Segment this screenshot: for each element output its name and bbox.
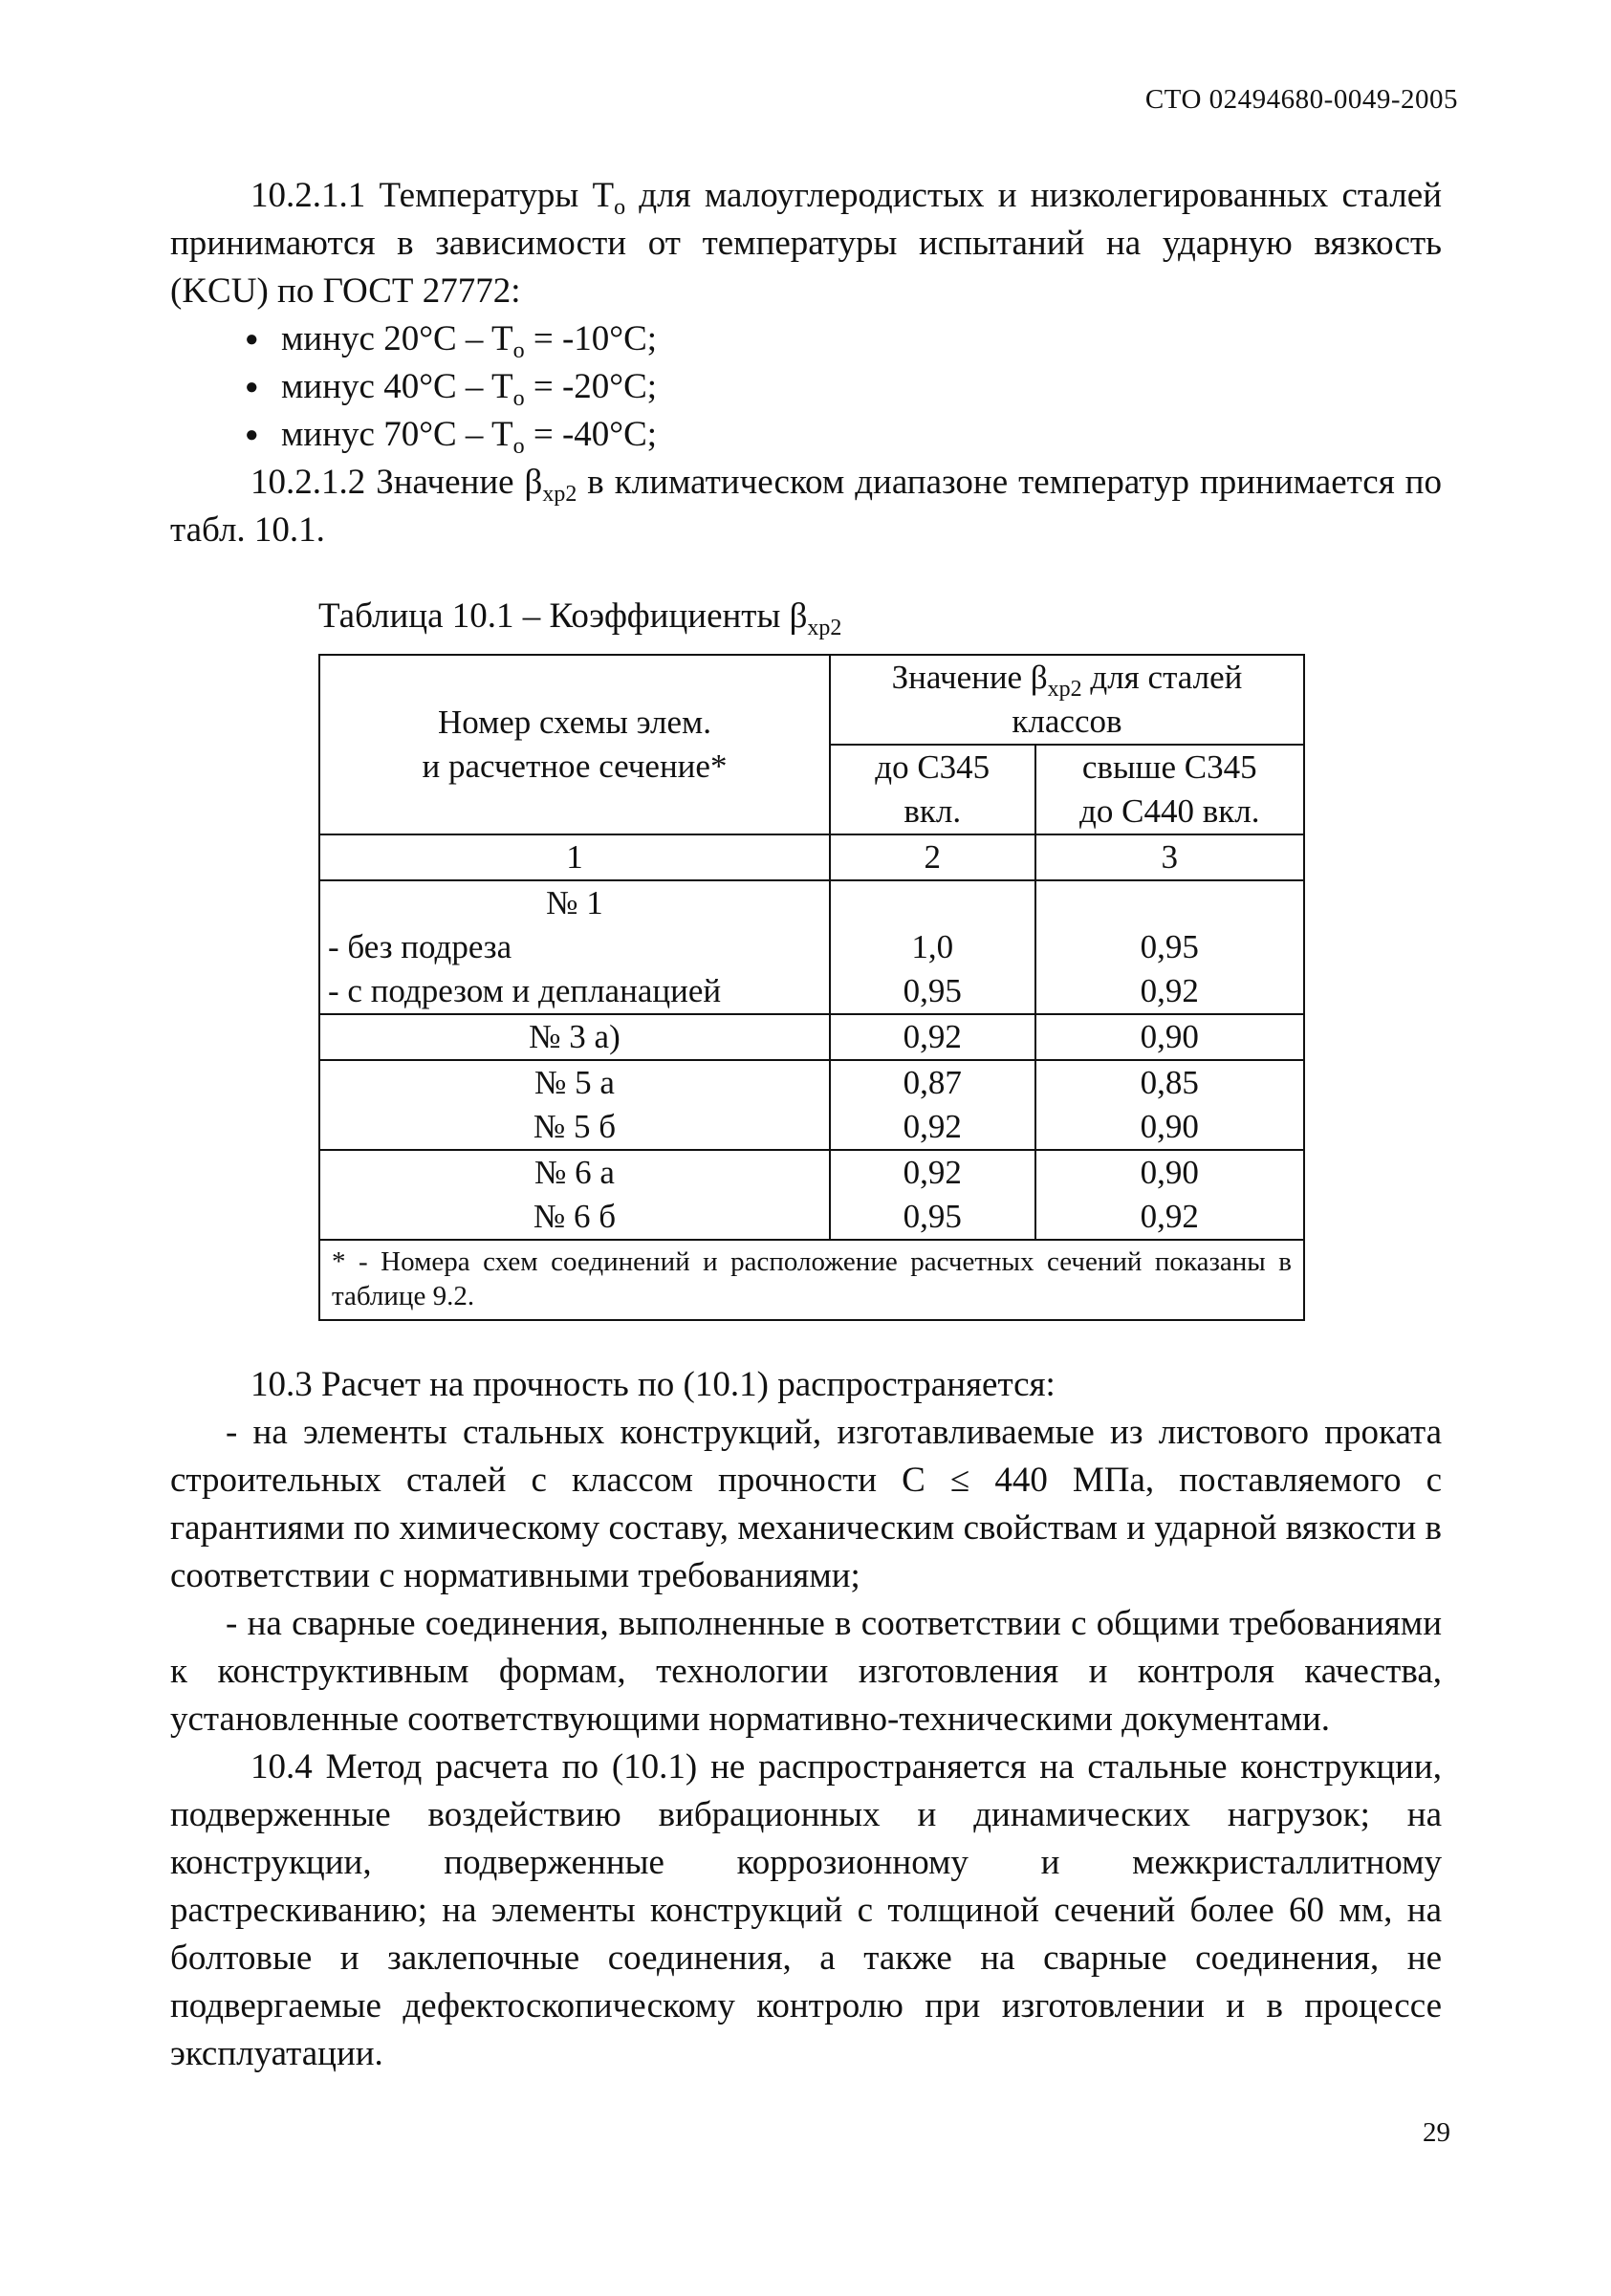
row-value: [830, 880, 1035, 1014]
header-col2-l1: до С345: [875, 748, 991, 786]
cell-value: 0,92: [903, 1108, 962, 1145]
cell-value: 0,90: [1140, 1154, 1199, 1191]
cell-value: 0,95: [903, 972, 962, 1009]
row-sub-label: - с подрезом и депланацией: [328, 972, 722, 1009]
cell-value: 0,92: [830, 1014, 1035, 1060]
paragraph-10-2-1-1: [170, 172, 1442, 315]
list-item: [245, 411, 1442, 459]
table-row: [319, 1150, 1304, 1240]
cell-value: 0,87: [903, 1064, 962, 1101]
row-label: [319, 1150, 830, 1240]
header-scheme: [319, 655, 830, 834]
item-text: минус 70°C – T: [281, 415, 513, 454]
item-text: минус 40°C – T: [281, 367, 513, 406]
item-sub: o: [512, 434, 525, 459]
cell-value: 0,95: [903, 1198, 962, 1235]
header-col3-l2: до С440 вкл.: [1079, 792, 1260, 830]
p1-text: 10.2.1.1 Температуры T: [250, 176, 615, 215]
p1-subscript: o: [614, 195, 626, 220]
column-number: 3: [1035, 834, 1304, 880]
item-text-end: = -40°C;: [524, 415, 658, 454]
item-sub: o: [512, 386, 525, 411]
header-value-sub: xp2: [1047, 677, 1082, 702]
row-label: [319, 1060, 830, 1150]
list-item: - на сварные соединения, выполненные в соответствии с общими требованиями к конструктивным формам, технологии изготовления и контроля качества, установленные соответствующими нормативно-техническими документами.: [170, 1604, 1442, 1739]
cell-value: 0,92: [1140, 1198, 1199, 1235]
table-row: [319, 1014, 1304, 1060]
cell-value: 0,95: [1140, 928, 1199, 965]
row-value: [1035, 1060, 1304, 1150]
page-number: 29: [1423, 2117, 1450, 2148]
column-number: 2: [830, 834, 1035, 880]
paragraph-10-3: 10.3 Расчет на прочность по (10.1) распространяется:: [250, 1365, 1056, 1404]
header-col3: [1035, 745, 1304, 834]
column-number-row: [319, 834, 1304, 880]
row-sub-label: - без подреза: [328, 928, 512, 965]
header-value-end: для сталей классов: [1012, 659, 1243, 740]
item-sub: o: [512, 338, 525, 363]
row-label: [319, 880, 830, 1014]
row-title: № 1: [546, 884, 603, 921]
p2-sub: xp2: [542, 482, 577, 507]
header-scheme-l1: Номер схемы элем.: [437, 704, 711, 741]
paragraph-10-4: 10.4 Метод расчета по (10.1) не распространяется на стальные конструкции, подверженные воздействию вибрационных и динамических нагрузок; на конструкции, подверженные коррозионному и межкристаллитному растрескиванию; на элементы конструкций с толщиной сечений более 60 мм, на болтовые и заклепочные соединения, а также на сварные соединения, не подвергаемые дефектоскопическому контролю при изготовлении и в процессе эксплуатации.: [170, 1747, 1442, 2073]
row-value: [1035, 1150, 1304, 1240]
document-code: СТО 02494680-0049-2005: [1144, 84, 1458, 115]
row-value: [830, 1060, 1035, 1150]
table-caption: [318, 593, 1442, 640]
p2-text-end: в климатическом диапазоне температур принимается по табл. 10.1.: [170, 463, 1442, 550]
header-col2: [830, 745, 1035, 834]
header-scheme-l2: и расчетное сечение*: [422, 747, 728, 785]
temperature-list: [170, 315, 1442, 459]
paragraph-10-2-1-2: [170, 459, 1442, 554]
table-header-row: [319, 655, 1304, 745]
column-number: 1: [319, 834, 830, 880]
cell-value: 0,92: [903, 1154, 962, 1191]
page-body: [170, 172, 1442, 2078]
list-item: [245, 315, 1442, 363]
list-item: - на элементы стальных конструкций, изготавливаемые из листового проката строительных сталей с классом прочности С ≤ 440 МПа, поставляемого с гарантиями по химическому составу, механическим свойствам и ударной вязкости в соответствии с нормативными требованиями;: [170, 1413, 1442, 1595]
p2-text: 10.2.1.2 Значение β: [250, 463, 543, 502]
item-text-end: = -10°C;: [524, 319, 658, 358]
cell-value: 0,92: [1140, 972, 1199, 1009]
row-title: № 6 б: [533, 1198, 617, 1235]
table-footnote-row: [319, 1240, 1304, 1320]
table-row: [319, 1060, 1304, 1150]
item-text: минус 20°C – T: [281, 319, 513, 358]
cell-value: 0,90: [1140, 1108, 1199, 1145]
cell-value: 0,85: [1140, 1064, 1199, 1101]
cell-value: 0,90: [1035, 1014, 1304, 1060]
caption-sub: xp2: [807, 616, 842, 640]
row-title: № 5 а: [533, 1064, 615, 1101]
table-footnote: * - Номера схем соединений и расположение расчетных сечений показаны в таблице 9.2.: [319, 1240, 1304, 1320]
row-title: № 6 а: [533, 1154, 615, 1191]
header-col3-l1: свыше С345: [1081, 748, 1257, 786]
header-col2-l2: вкл.: [903, 792, 962, 830]
row-value: [830, 1150, 1035, 1240]
row-value: [1035, 880, 1304, 1014]
item-text-end: = -20°C;: [524, 367, 658, 406]
p1-text-cont: для малоуглеродистых и низколегированных сталей принимаются в зависимости от температуры испытаний на ударную вязкость (KCU) по ГОСТ 27772:: [170, 176, 1442, 311]
header-value: [830, 655, 1304, 745]
table-row: [319, 880, 1304, 1014]
row-title: № 3 а): [319, 1014, 830, 1060]
list-item: [245, 363, 1442, 411]
caption-text: Таблица 10.1 – Коэффициенты β: [318, 596, 808, 636]
row-title: № 5 б: [533, 1108, 617, 1145]
cell-value: 1,0: [911, 928, 954, 965]
header-value-text: Значение β: [891, 659, 1048, 696]
coefficients-table: [318, 654, 1305, 1321]
